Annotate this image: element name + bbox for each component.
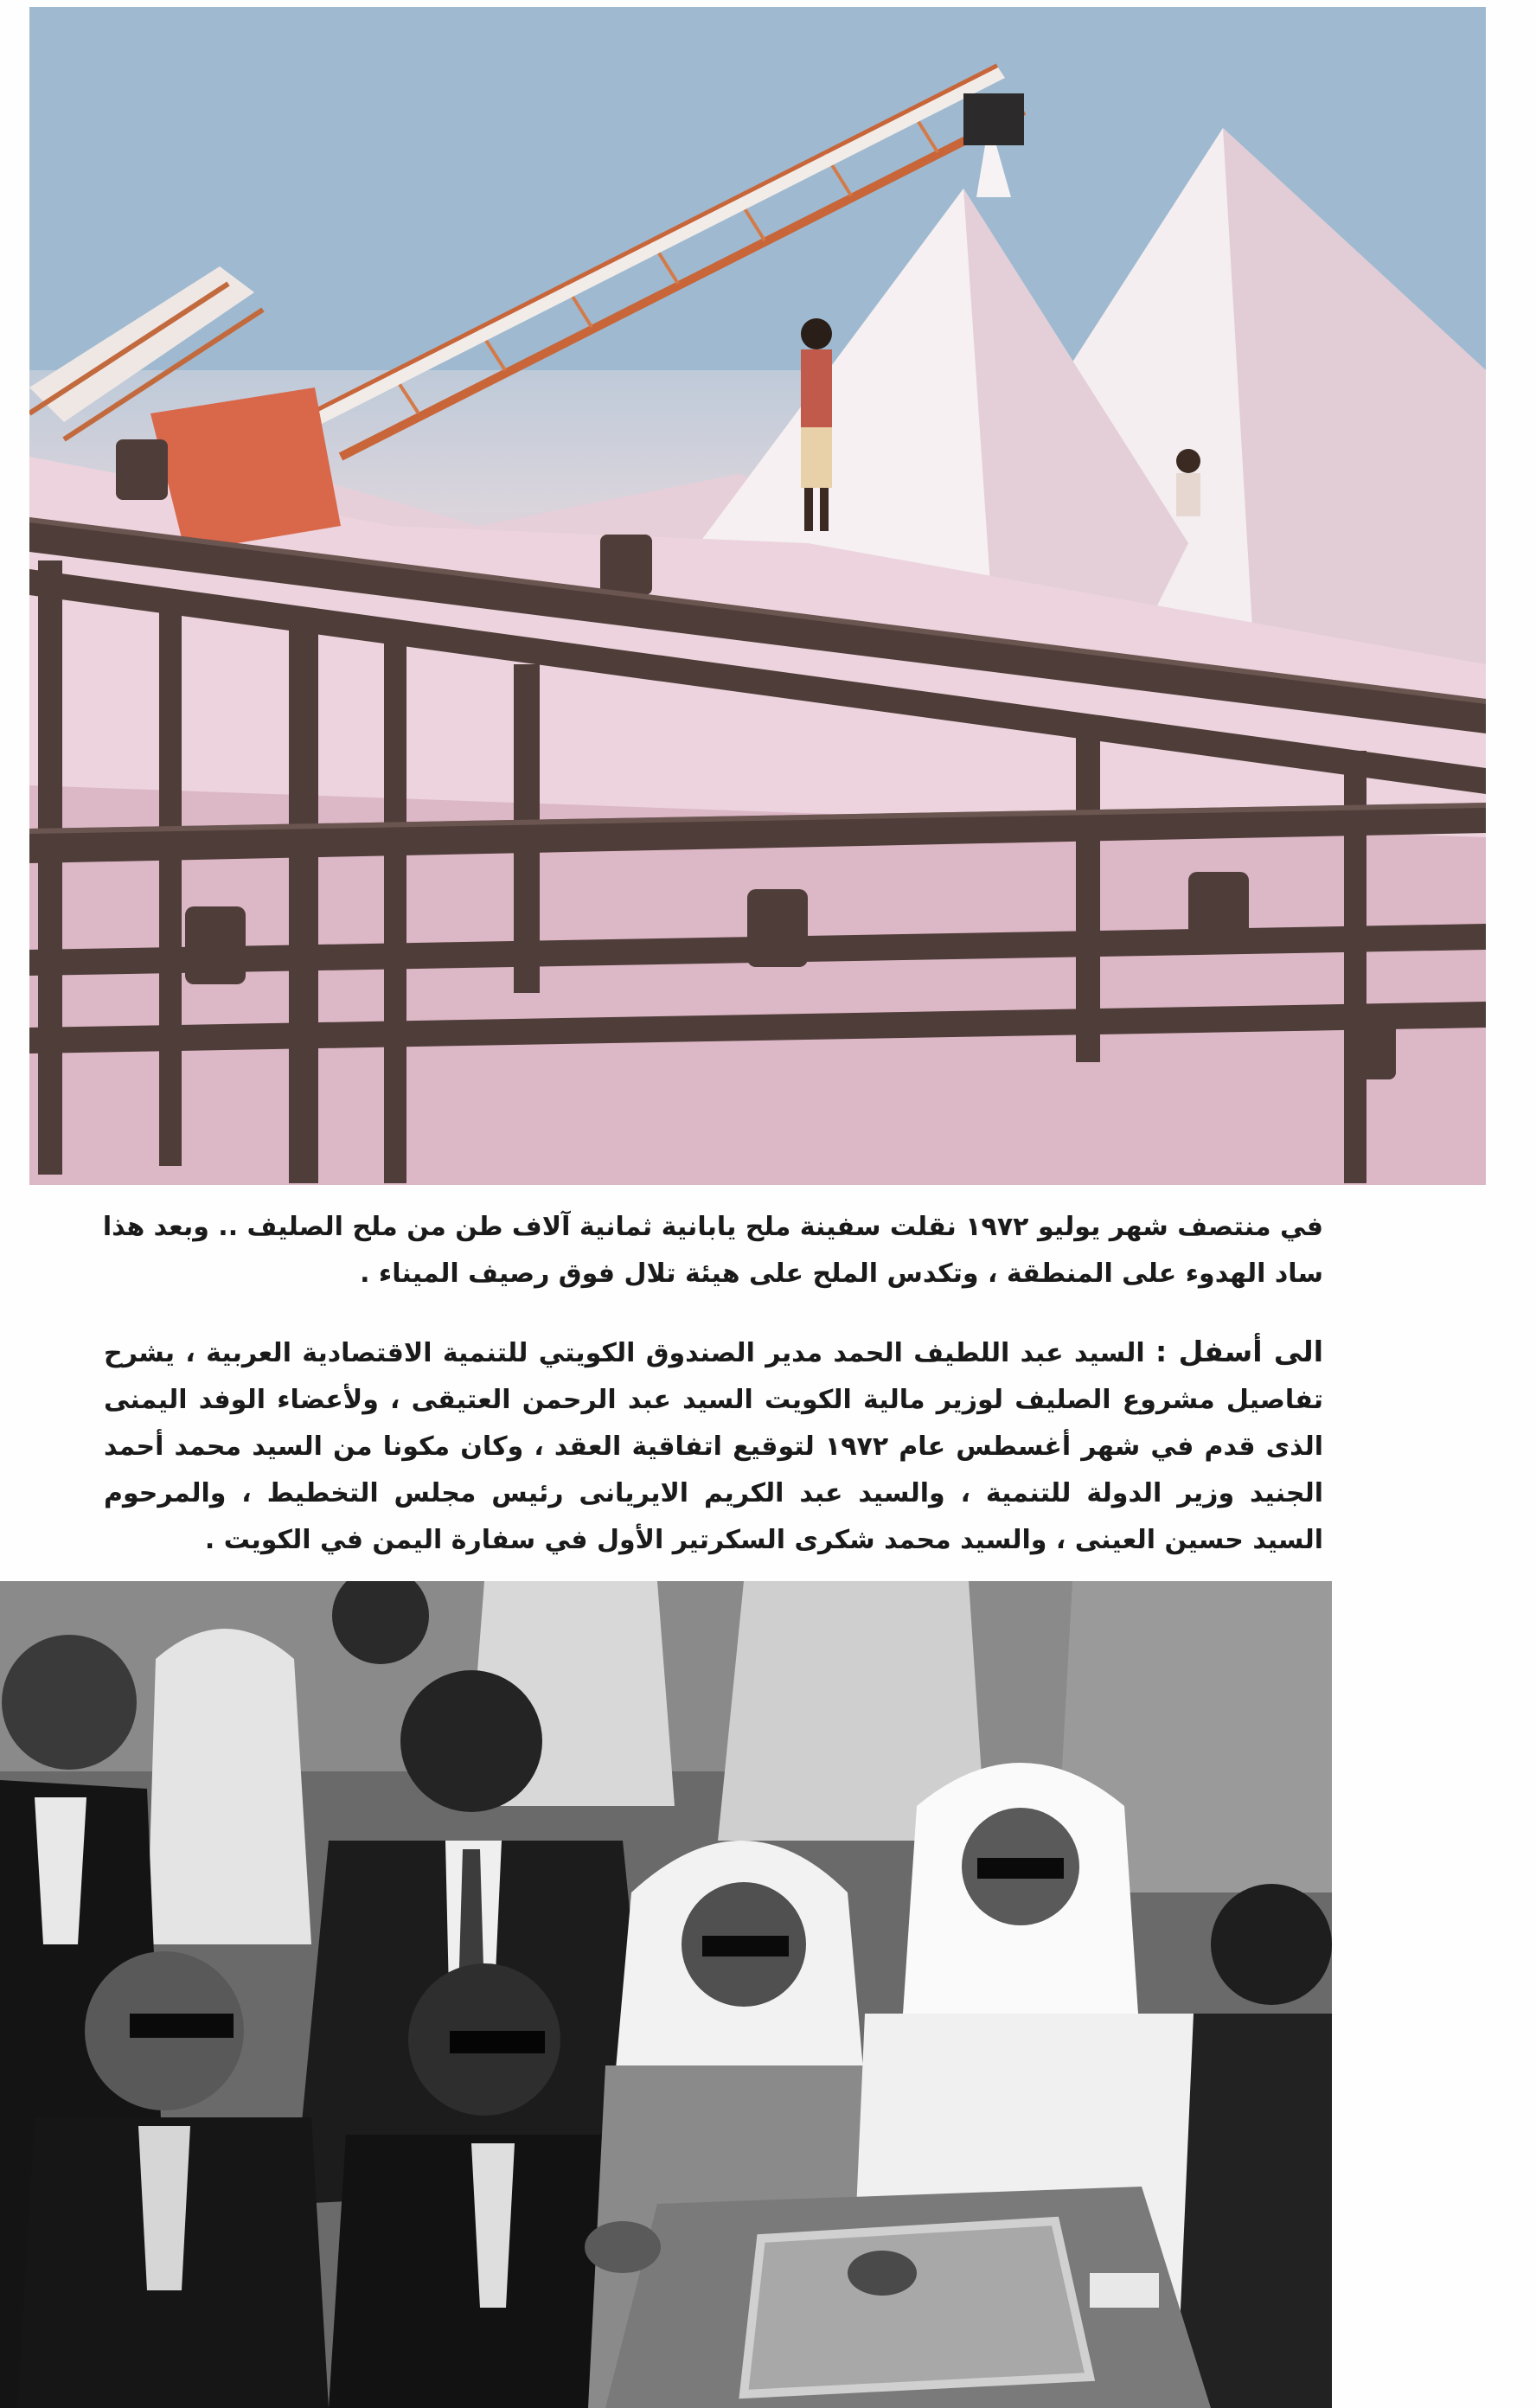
caption-line: في منتصف شهر يوليو ١٩٧٢ نقلت سفينة ملح يابانية ثمانية آلاف طن من ملح الصليف .. وبعد هذا — [102, 1212, 1323, 1242]
caption-line: الذى قدم في شهر أغسطس عام ١٩٧٢ لتوقيع اتفاقية العقد ، وكان مكونا من السيد محمد أحمد — [104, 1431, 1323, 1462]
caption-line: السيد حسين العينى ، والسيد محمد شكرى السكرتير الأول في سفارة اليمن في الكويت . — [204, 1525, 1323, 1555]
top-photo-caption — [102, 1204, 1323, 1297]
signing-ceremony-photo — [0, 1581, 1332, 2408]
caption-line — [104, 1329, 1323, 1377]
bottom-photo-caption — [104, 1329, 1323, 1564]
caption-line: ساد الهدوء على المنطقة ، وتكدس الملح على هيئة تلال فوق رصيف الميناء . — [360, 1258, 1323, 1289]
salt-conveyor-photo — [29, 7, 1486, 1185]
caption-first-line: السيد عبد اللطيف الحمد مدير الصندوق الكويتي للتنمية الاقتصادية العربية ، يشرح — [104, 1338, 1145, 1368]
caption-line: الجنيد وزير الدولة للتنمية ، والسيد عبد الكريم الايريانى رئيس مجلس التخطيط ، والمرحوم — [104, 1478, 1323, 1508]
caption-lead: الى أسفل : — [1155, 1335, 1324, 1368]
caption-line: تفاصيل مشروع الصليف لوزير مالية الكويت السيد عبد الرحمن العتيقى ، ولأعضاء الوفد اليمنى — [104, 1385, 1323, 1415]
